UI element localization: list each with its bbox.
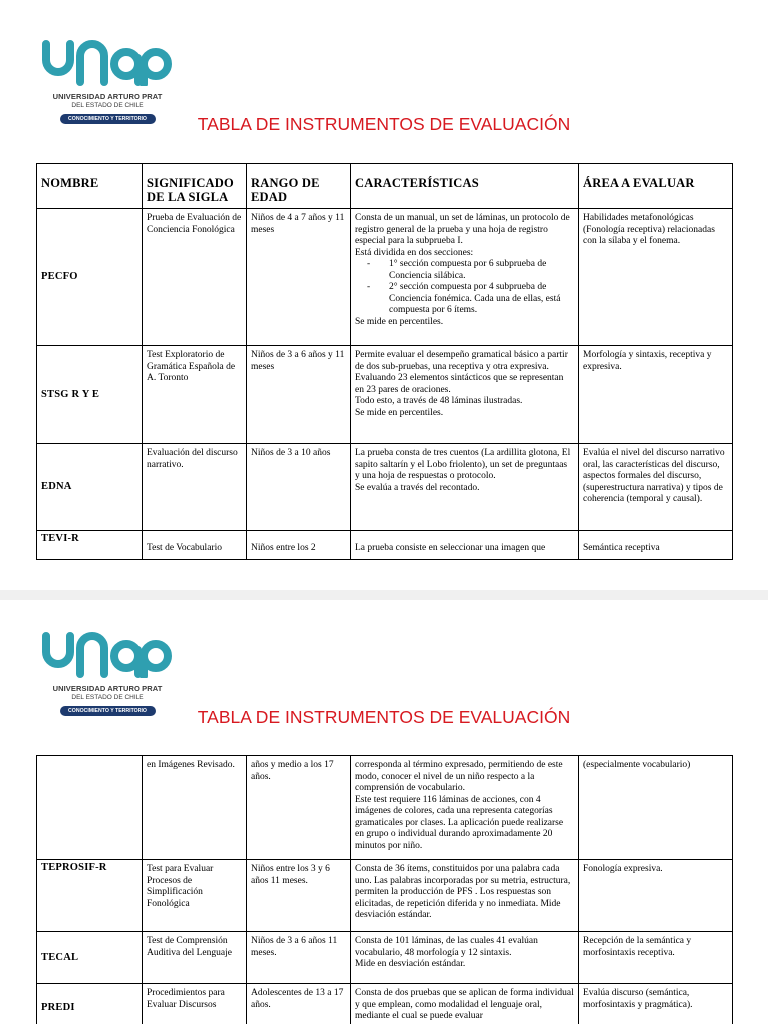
- cell-caracteristicas: Consta de 36 ítems, constituidos por una palabra cada uno. Las palabras incorporadas por su metria, estructura, permiten la producción de PFS . Los respuestas son elicitadas, de repetición diferida y no inmediata. Mide desviación estándar.: [351, 860, 579, 932]
- text: Está dividida en dos secciones:: [355, 247, 474, 258]
- bullet-list: [355, 259, 574, 317]
- cell-rango: Niños de 3 a 6 años 11 meses.: [247, 932, 351, 984]
- text: Consta de un manual, un set de láminas, un protocolo de registro general de la prueba y una hoja de registro especial para la subprueba I.: [355, 213, 570, 246]
- cell-area: (especialmente vocabulario): [579, 756, 733, 860]
- table-row: [37, 444, 733, 531]
- cell-rango: Niños entre los 2: [247, 531, 351, 560]
- page-title: TABLA DE INSTRUMENTOS DE EVALUACIÓN: [197, 114, 571, 134]
- evaluation-instruments-table: [36, 163, 733, 560]
- cell-rango: años y medio a los 17 años.: [247, 756, 351, 860]
- cell-caracteristicas: [351, 932, 579, 984]
- cell-sigla: Procedimientos para Evaluar Discursos: [143, 984, 247, 1024]
- cell-caracteristicas: [351, 444, 579, 531]
- text: Evaluando 23 elementos sintácticos que se representan en 23 pares de oraciones.: [355, 373, 564, 395]
- cell-area: Fonología expresiva.: [579, 860, 733, 932]
- cell-area: Semántica receptiva: [579, 531, 733, 560]
- cell-sigla: Test de Vocabulario: [143, 531, 247, 560]
- cell-caracteristicas: [351, 756, 579, 860]
- logo-university-name: UNIVERSIDAD ARTURO PRAT: [52, 92, 163, 101]
- cell-nombre: PECFO: [37, 209, 143, 346]
- logo-tagline: CONOCIMIENTO Y TERRITORIO: [60, 706, 156, 716]
- table-row: [37, 860, 733, 932]
- table-row: [37, 984, 733, 1024]
- table-row: [37, 209, 733, 346]
- text: Consta de 101 láminas, de las cuales 41 evalúan vocabulario, 48 morfología y 12 sintaxis.: [355, 936, 538, 958]
- text: corresponda al término expresado, permitiendo de este modo, conocer el nivel de un niño respecto a la comprensión de vocabulario.: [355, 760, 563, 793]
- text: Permite evaluar el desempeño gramatical básico a partir de dos sub-pruebas, una receptiva y otra expresiva.: [355, 350, 568, 372]
- cell-sigla: Evaluación del discurso narrativo.: [143, 444, 247, 531]
- header-sigla: SIGNIFICADO DE LA SIGLA: [143, 164, 247, 209]
- logo-university-name: UNIVERSIDAD ARTURO PRAT: [52, 684, 163, 693]
- header-nombre: NOMBRE: [37, 164, 143, 209]
- table-row: [37, 346, 733, 444]
- logo-tagline: CONOCIMIENTO Y TERRITORIO: [60, 114, 156, 124]
- text: Se evalúa a través del recontado.: [355, 482, 480, 493]
- cell-rango: Niños de 3 a 6 años y 11 meses: [247, 346, 351, 444]
- text: Se mide en percentiles.: [355, 407, 444, 418]
- text: Se mide en percentiles.: [355, 316, 444, 327]
- cell-nombre: TEVI-R: [37, 531, 143, 560]
- cell-area: Recepción de la semántica y morfosintaxis receptiva.: [579, 932, 733, 984]
- cell-area: Habilidades metafonológicas (Fonología receptiva) relacionadas con la sílaba y el fonema.: [579, 209, 733, 346]
- cell-rango: Niños entre los 3 y 6 años 11 meses.: [247, 860, 351, 932]
- list-item: - 1° sección compuesta por 6 subprueba de Conciencia silábica.: [367, 259, 574, 282]
- page-separator: [0, 590, 768, 600]
- unap-logo: [40, 38, 175, 124]
- document-page-2: [0, 600, 768, 1024]
- cell-area: Morfología y sintaxis, receptiva y expresiva.: [579, 346, 733, 444]
- logo-university-subtitle: DEL ESTADO DE CHILE: [71, 694, 144, 701]
- unap-logo: [40, 630, 175, 716]
- table-header-row: [37, 164, 733, 209]
- cell-sigla: Test de Comprensión Auditiva del Lenguaje: [143, 932, 247, 984]
- cell-caracteristicas: [351, 346, 579, 444]
- cell-nombre: [37, 756, 143, 860]
- table-row: [37, 756, 733, 860]
- unap-wordmark-icon: [40, 630, 175, 678]
- cell-caracteristicas: La prueba consiste en seleccionar una imagen que: [351, 531, 579, 560]
- cell-sigla: en Imágenes Revisado.: [143, 756, 247, 860]
- table-row: [37, 932, 733, 984]
- cell-sigla: Test Exploratorio de Gramática Española de A. Toronto: [143, 346, 247, 444]
- cell-rango: Niños de 4 a 7 años y 11 meses: [247, 209, 351, 346]
- cell-area: Evalúa el nivel del discurso narrativo oral, las características del discurso, aspectos formales del discurso, (superestructura narrativa) y tipos de coherencia (temporal y causal).: [579, 444, 733, 531]
- cell-nombre: TEPROSIF-R: [37, 860, 143, 932]
- page-title: TABLA DE INSTRUMENTOS DE EVALUACIÓN: [197, 707, 571, 727]
- cell-nombre: TECAL: [37, 932, 143, 984]
- cell-caracteristicas: [351, 209, 579, 346]
- text: Todo esto, a través de 48 láminas ilustradas.: [355, 396, 523, 406]
- header-caracteristicas: CARACTERÍSTICAS: [351, 164, 579, 209]
- evaluation-instruments-table-continued: [36, 755, 733, 1024]
- cell-nombre: EDNA: [37, 444, 143, 531]
- cell-nombre: STSG R Y E: [37, 346, 143, 444]
- text: Mide en desviación estándar.: [355, 959, 466, 969]
- cell-sigla: Test para Evaluar Procesos de Simplificación Fonológica: [143, 860, 247, 932]
- cell-nombre: PREDI: [37, 984, 143, 1024]
- table-row: [37, 531, 733, 560]
- cell-caracteristicas: Consta de dos pruebas que se aplican de forma individual y que emplean, como modalidad el lenguaje oral, mediante el cual se puede evaluar: [351, 984, 579, 1024]
- cell-rango: Adolescentes de 13 a 17 años.: [247, 984, 351, 1024]
- header-rango: RANGO DE EDAD: [247, 164, 351, 209]
- cell-sigla: Prueba de Evaluación de Conciencia Fonológica: [143, 209, 247, 346]
- logo-university-subtitle: DEL ESTADO DE CHILE: [71, 102, 144, 109]
- list-item: - 2° sección compuesta por 4 subprueba de Conciencia fonémica. Cada una de ellas, está compuesta por 6 ítems.: [367, 282, 574, 317]
- text: Este test requiere 116 láminas de acciones, con 4 imágenes de colores, cada una representa categorías gramaticales por clases. La aplicación puede realizarse en grupo o individual durando aproximadamente 20 minutos por niño.: [355, 794, 564, 851]
- cell-rango: Niños de 3 a 10 años: [247, 444, 351, 531]
- header-area: ÁREA A EVALUAR: [579, 164, 733, 209]
- cell-area: Evalúa discurso (semántica, morfosintaxis y pragmática).: [579, 984, 733, 1024]
- text: La prueba consta de tres cuentos (La ardillita glotona, El sapito saltarín y el Lobo friolento), un set de preguntaas y una hoja de respuestas o protocolo.: [355, 448, 571, 481]
- unap-wordmark-icon: [40, 38, 175, 86]
